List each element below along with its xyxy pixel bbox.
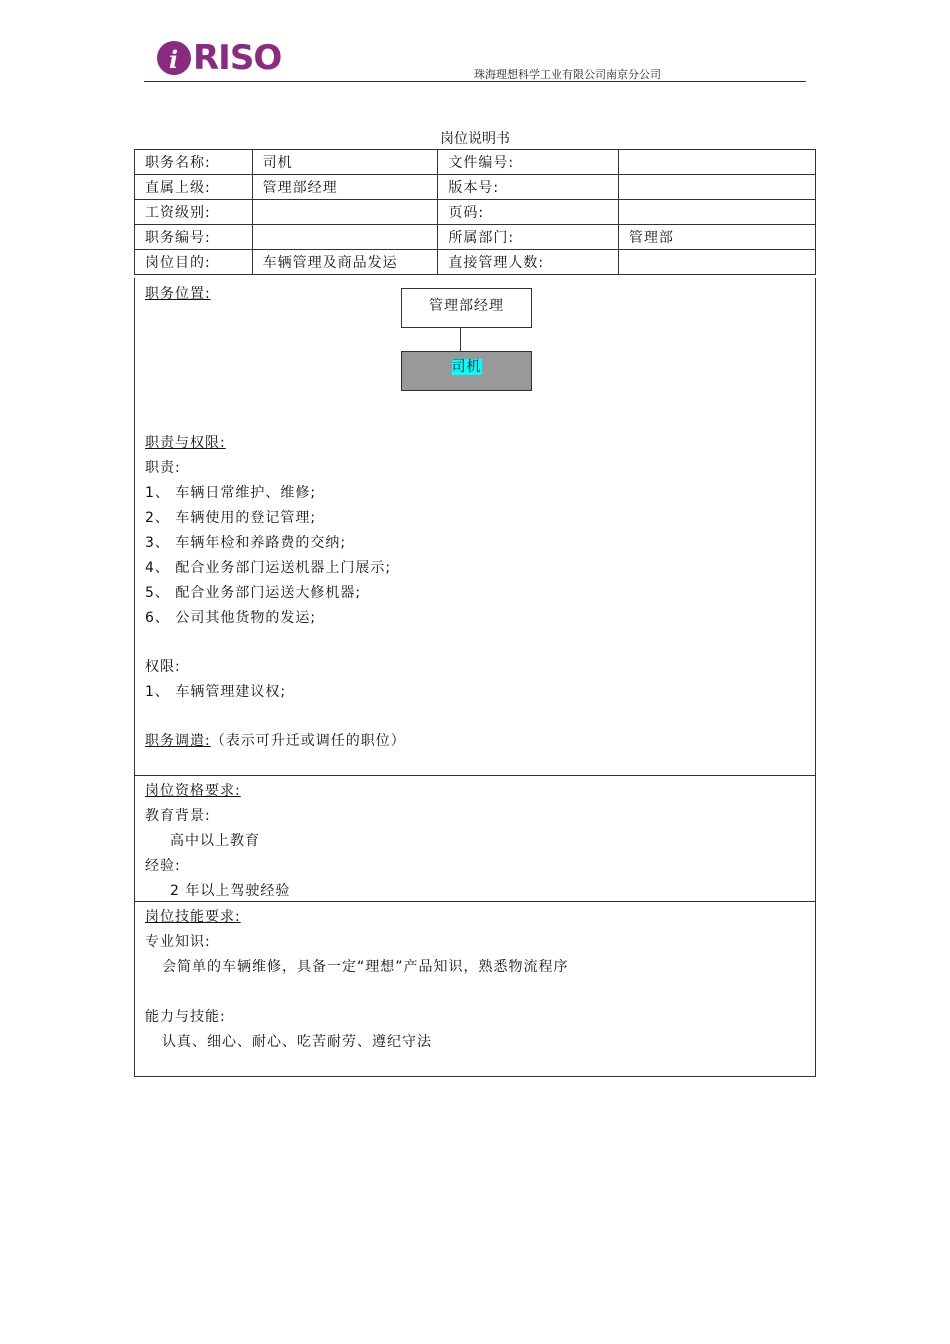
list-item: 2、 车辆使用的登记管理; xyxy=(145,510,317,526)
document-title: 岗位说明书 xyxy=(440,131,510,147)
cell-label: 直属上级: xyxy=(135,175,253,200)
education-value: 高中以上教育 xyxy=(170,833,260,849)
authority-label: 权限: xyxy=(145,659,181,675)
org-box-driver-label: 司机 xyxy=(451,359,482,375)
cell-label: 版本号: xyxy=(438,175,619,200)
position-duties-section xyxy=(134,278,816,776)
duties-label: 职责: xyxy=(145,460,181,476)
company-name: 珠海理想科学工业有限公司南京分公司 xyxy=(474,68,661,81)
cell-value xyxy=(252,200,438,225)
ability-value: 认真、细心、耐心、吃苦耐劳、遵纪守法 xyxy=(162,1034,432,1050)
position-heading: 职务位置: xyxy=(145,286,211,302)
org-box-manager: 管理部经理 xyxy=(401,288,532,328)
cell-value xyxy=(618,200,815,225)
list-item: 3、 车辆年检和养路费的交纳; xyxy=(145,535,347,551)
info-table xyxy=(134,149,816,275)
cell-value xyxy=(618,175,815,200)
experience-value: 2 年以上驾驶经验 xyxy=(170,883,291,899)
cell-value xyxy=(618,250,815,275)
cell-label: 文件编号: xyxy=(438,150,619,175)
list-item: 4、 配合业务部门运送机器上门展示; xyxy=(145,560,392,576)
list-item: 1、 车辆日常维护、维修; xyxy=(145,485,317,501)
cell-value: 管理部经理 xyxy=(252,175,438,200)
cell-value xyxy=(618,150,815,175)
logo-text: RISO xyxy=(193,38,282,78)
table-row xyxy=(135,150,816,175)
duties-heading: 职责与权限: xyxy=(145,435,226,451)
qualification-section xyxy=(134,776,816,902)
cell-label: 工资级别: xyxy=(135,200,253,225)
cell-label: 职务名称: xyxy=(135,150,253,175)
skills-section xyxy=(134,902,816,1077)
cell-label: 所属部门: xyxy=(438,225,619,250)
list-item: 5、 配合业务部门运送大修机器; xyxy=(145,585,362,601)
experience-label: 经验: xyxy=(145,858,181,874)
list-item: 1、 车辆管理建议权; xyxy=(145,684,287,700)
table-row xyxy=(135,250,816,275)
skills-heading: 岗位技能要求: xyxy=(145,909,241,925)
cell-value: 司机 xyxy=(252,150,438,175)
cell-label: 页码: xyxy=(438,200,619,225)
list-item: 6、 公司其他货物的发运; xyxy=(145,610,317,626)
cell-value: 管理部 xyxy=(618,225,815,250)
logo-icon: i xyxy=(157,41,191,75)
education-label: 教育背景: xyxy=(145,808,211,824)
cell-value: 车辆管理及商品发运 xyxy=(252,250,438,275)
qualification-heading: 岗位资格要求: xyxy=(145,783,241,799)
transfer-note: （表示可升迁或调任的职位） xyxy=(210,733,406,749)
transfer-line xyxy=(145,730,406,750)
table-row xyxy=(135,175,816,200)
cell-label: 直接管理人数: xyxy=(438,250,619,275)
org-connector xyxy=(460,327,461,351)
cell-label: 职务编号: xyxy=(135,225,253,250)
knowledge-value: 会简单的车辆维修，具备一定“理想”产品知识，熟悉物流程序 xyxy=(162,959,569,975)
cell-value xyxy=(252,225,438,250)
knowledge-label: 专业知识: xyxy=(145,934,211,950)
riso-logo xyxy=(157,40,281,76)
ability-label: 能力与技能: xyxy=(145,1009,226,1025)
table-row xyxy=(135,225,816,250)
org-box-driver xyxy=(401,351,532,391)
table-row xyxy=(135,200,816,225)
transfer-heading: 职务调遣: xyxy=(145,733,211,749)
cell-label: 岗位目的: xyxy=(135,250,253,275)
header-divider xyxy=(144,81,806,82)
